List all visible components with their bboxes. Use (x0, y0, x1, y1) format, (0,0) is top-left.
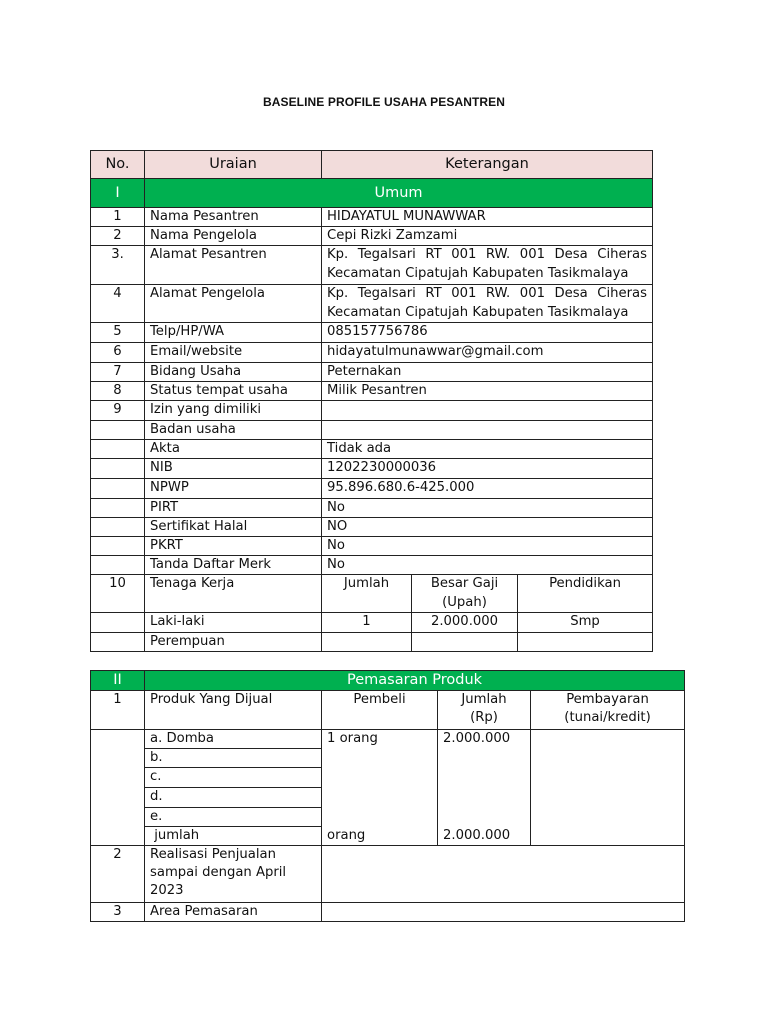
row-label: PIRT (145, 498, 322, 517)
row-no: 5 (91, 323, 145, 343)
row-label: Telp/HP/WA (145, 323, 322, 343)
row-no: 3 (91, 903, 145, 922)
row-no (91, 517, 145, 536)
table-row (91, 903, 685, 922)
section-row-umum (91, 179, 653, 208)
table-row (91, 362, 653, 381)
product-item: d. (145, 787, 322, 807)
col-jumlah-rp (438, 691, 531, 730)
table-row (91, 208, 653, 227)
row-value: NO (322, 517, 653, 536)
tenaga-kerja-header-row (91, 575, 653, 613)
produk-header-row (91, 691, 685, 730)
cell-gaji: 2.000.000 (412, 613, 518, 632)
section-label: Umum (145, 179, 653, 208)
row-no (91, 498, 145, 517)
table-row (91, 517, 653, 536)
row-no (91, 730, 145, 846)
realisasi-line1: Realisasi Penjualan (150, 847, 276, 863)
row-label (145, 846, 322, 903)
row-value: 95.896.680.6-425.000 (322, 478, 653, 498)
row-no: 1 (91, 691, 145, 730)
row-value: Tidak ada (322, 440, 653, 459)
row-no: 9 (91, 401, 145, 421)
row-value (322, 285, 653, 323)
col-jumlah: Jumlah (322, 575, 412, 613)
table-row (91, 556, 653, 575)
row-value: Peternakan (322, 362, 653, 381)
row-label: Area Pemasaran (145, 903, 322, 922)
table-row (91, 323, 653, 343)
table-row (91, 246, 653, 285)
row-label: Status tempat usaha (145, 381, 322, 400)
jumlah-total: 2.000.000 (443, 827, 511, 843)
jumlah-first: 2.000.000 (443, 731, 511, 746)
col-pembayaran-line2: (tunai/kredit) (564, 710, 651, 726)
product-item: e. (145, 807, 322, 826)
jumlah-cell (438, 730, 531, 846)
row-no (91, 459, 145, 478)
row-label: Bidang Usaha (145, 362, 322, 381)
address-line-2: Kecamatan Cipatujah Kabupaten Tasikmalaya (327, 265, 629, 281)
row-label: NIB (145, 459, 322, 478)
table-row (91, 285, 653, 323)
row-label: Alamat Pesantren (145, 246, 322, 285)
row-value (322, 846, 685, 903)
address-line-1: Kp. Tegalsari RT 001 RW. 001 Desa Ciheras (327, 247, 647, 263)
product-row (91, 730, 685, 749)
row-value: No (322, 498, 653, 517)
cell-jumlah (322, 632, 412, 651)
table-header-row (91, 151, 653, 179)
col-besar-gaji-line1: Besar Gaji (430, 576, 499, 592)
row-label: Tenaga Kerja (145, 575, 322, 613)
row-no (91, 537, 145, 556)
section-row-pemasaran (91, 671, 685, 691)
row-label: Perempuan (145, 632, 322, 651)
row-value: 1202230000036 (322, 459, 653, 478)
row-label: Badan usaha (145, 421, 322, 440)
table-row (91, 227, 653, 246)
row-label: Laki-laki (145, 613, 322, 632)
row-value (322, 421, 653, 440)
row-label: Sertifikat Halal (145, 517, 322, 536)
col-pembayaran-line1: Pembayaran (566, 692, 649, 707)
row-no: 7 (91, 362, 145, 381)
table-row (91, 613, 653, 632)
table-row (91, 440, 653, 459)
row-value: 085157756786 (322, 323, 653, 343)
col-besar-gaji (412, 575, 518, 613)
row-no: 2 (91, 846, 145, 903)
pembeli-cell (322, 730, 438, 846)
section-no: II (91, 671, 145, 691)
row-no: 2 (91, 227, 145, 246)
product-item: a. Domba (145, 730, 322, 749)
col-jumlah-line1: Jumlah (461, 692, 507, 707)
row-no (91, 556, 145, 575)
document-title: BASELINE PROFILE USAHA PESANTREN (262, 95, 506, 109)
profile-table (90, 150, 653, 652)
row-no: 8 (91, 381, 145, 400)
cell-pendidikan: Smp (518, 613, 653, 632)
row-value: Milik Pesantren (322, 381, 653, 400)
row-value (322, 903, 685, 922)
header-keterangan: Keterangan (322, 151, 653, 179)
table-row (91, 846, 685, 903)
row-no: 10 (91, 575, 145, 613)
row-value (322, 246, 653, 285)
section-no: I (91, 179, 145, 208)
table-row (91, 498, 653, 517)
header-uraian: Uraian (145, 151, 322, 179)
table-row (91, 401, 653, 421)
cell-jumlah: 1 (322, 613, 412, 632)
address-line-1: Kp. Tegalsari RT 001 RW. 001 Desa Ciheras (327, 286, 647, 302)
row-value: No (322, 556, 653, 575)
row-value: Cepi Rizki Zamzami (322, 227, 653, 246)
row-no (91, 613, 145, 632)
pembeli-first: 1 orang (327, 731, 378, 746)
row-label: Akta (145, 440, 322, 459)
cell-gaji (412, 632, 518, 651)
marketing-table (90, 670, 685, 922)
row-label: Tanda Daftar Merk (145, 556, 322, 575)
pembeli-total: orang (327, 827, 366, 843)
row-label: NPWP (145, 478, 322, 498)
row-no (91, 421, 145, 440)
table-row (91, 343, 653, 362)
cell-pendidikan (518, 632, 653, 651)
realisasi-line3: 2023 (150, 883, 184, 899)
row-no (91, 632, 145, 651)
row-no: 4 (91, 285, 145, 323)
row-value: HIDAYATUL MUNAWWAR (322, 208, 653, 227)
col-pembayaran (531, 691, 685, 730)
col-besar-gaji-line2: (Upah) (442, 594, 487, 610)
row-label: Produk Yang Dijual (145, 691, 322, 730)
row-value: hidayatulmunawwar@gmail.com (322, 343, 653, 362)
table-row (91, 421, 653, 440)
row-label: PKRT (145, 537, 322, 556)
table-row (91, 459, 653, 478)
col-pendidikan: Pendidikan (518, 575, 653, 613)
row-label: Nama Pengelola (145, 227, 322, 246)
product-item: c. (145, 768, 322, 787)
row-value (322, 401, 653, 421)
product-item: jumlah (145, 826, 322, 845)
address-line-2: Kecamatan Cipatujah Kabupaten Tasikmalaya (327, 304, 629, 320)
row-label: Alamat Pengelola (145, 285, 322, 323)
row-no: 3. (91, 246, 145, 285)
table-row (91, 478, 653, 498)
table-row (91, 632, 653, 651)
row-label: Nama Pesantren (145, 208, 322, 227)
section-label: Pemasaran Produk (145, 671, 685, 691)
row-no (91, 440, 145, 459)
row-value: No (322, 537, 653, 556)
col-jumlah-line2: (Rp) (470, 710, 498, 726)
row-no (91, 478, 145, 498)
row-label: Izin yang dimiliki (145, 401, 322, 421)
product-item: b. (145, 749, 322, 768)
pembayaran-cell (531, 730, 685, 846)
table-row (91, 537, 653, 556)
row-no: 6 (91, 343, 145, 362)
realisasi-line2: sampai dengan April (150, 865, 287, 881)
row-label: Email/website (145, 343, 322, 362)
col-pembeli: Pembeli (322, 691, 438, 730)
row-no: 1 (91, 208, 145, 227)
table-row (91, 381, 653, 400)
header-no: No. (91, 151, 145, 179)
